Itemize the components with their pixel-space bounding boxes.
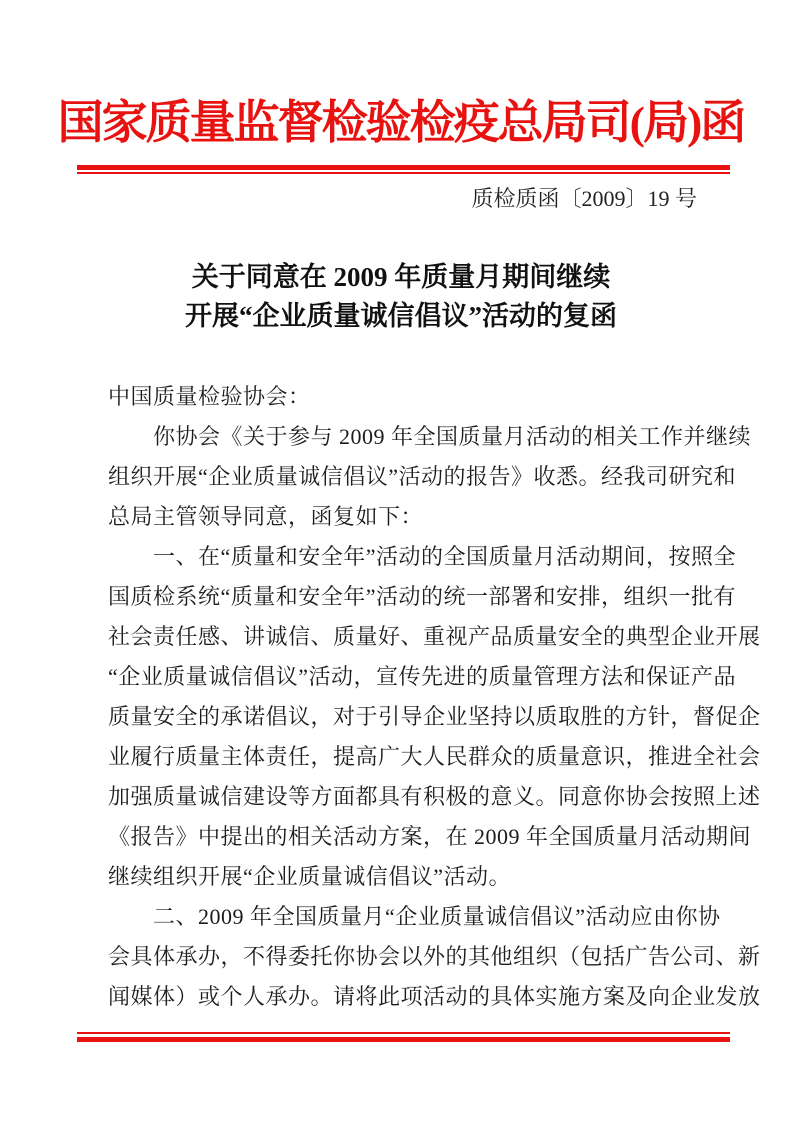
body-line: 一、在“质量和安全年”活动的全国质量月活动期间，按照全 — [108, 544, 737, 569]
body-line: 闻媒体）或个人承办。请将此项活动的具体实施方案及向企业发放 — [108, 984, 761, 1009]
body-line: 社会责任感、讲诚信、质量好、重视产品质量安全的典型企业开展 — [108, 624, 761, 649]
body-line: 《报告》中提出的相关活动方案，在 2009 年全国质量月活动期间 — [108, 824, 752, 849]
body-line: 总局主管领导同意，函复如下： — [108, 504, 424, 529]
body-line: 你协会《关于参与 2009 年全国质量月活动的相关工作并继续 — [108, 424, 752, 449]
doc-reference-number: 质检质函〔2009〕19 号 — [471, 186, 697, 211]
header-separator-thin-line — [77, 172, 730, 174]
footer-separator-thin-line — [77, 1032, 730, 1034]
body-line: “企业质量诚信倡议”活动，宣传先进的质量管理方法和保证产品 — [108, 664, 737, 689]
masthead-title: 国家质量监督检验检疫总局司(局)函 — [57, 97, 745, 148]
document-title — [0, 258, 802, 336]
footer-separator — [77, 1032, 730, 1042]
document-title-line-2: 开展“企业质量诚信倡议”活动的复函 — [185, 301, 617, 331]
body-line: 二、2009 年全国质量月“企业质量诚信倡议”活动应由你协 — [108, 904, 721, 929]
body-line: 会具体承办，不得委托你协会以外的其他组织（包括广告公司、新 — [108, 944, 761, 969]
footer-separator-thick-line — [77, 1037, 730, 1042]
body-line: 中国质量检验协会： — [108, 384, 311, 409]
body-line: 业履行质量主体责任，提高广大人民群众的质量意识，推进全社会 — [108, 744, 761, 769]
letter-body — [108, 377, 761, 1017]
body-line: 质量安全的承诺倡议，对于引导企业坚持以质取胜的方针，督促企 — [108, 704, 761, 729]
body-line: 组织开展“企业质量诚信倡议”活动的报告》收悉。经我司研究和 — [108, 464, 737, 489]
body-line: 继续组织开展“企业质量诚信倡议”活动。 — [108, 864, 512, 889]
header-separator — [77, 165, 730, 174]
document-title-line-1: 关于同意在 2009 年质量月期间继续 — [191, 262, 611, 292]
body-line: 加强质量诚信建设等方面都具有积极的意义。同意你协会按照上述 — [108, 784, 761, 809]
header-separator-thick-line — [77, 165, 730, 170]
body-line: 国质检系统“质量和安全年”活动的统一部署和安排，组织一批有 — [108, 584, 737, 609]
